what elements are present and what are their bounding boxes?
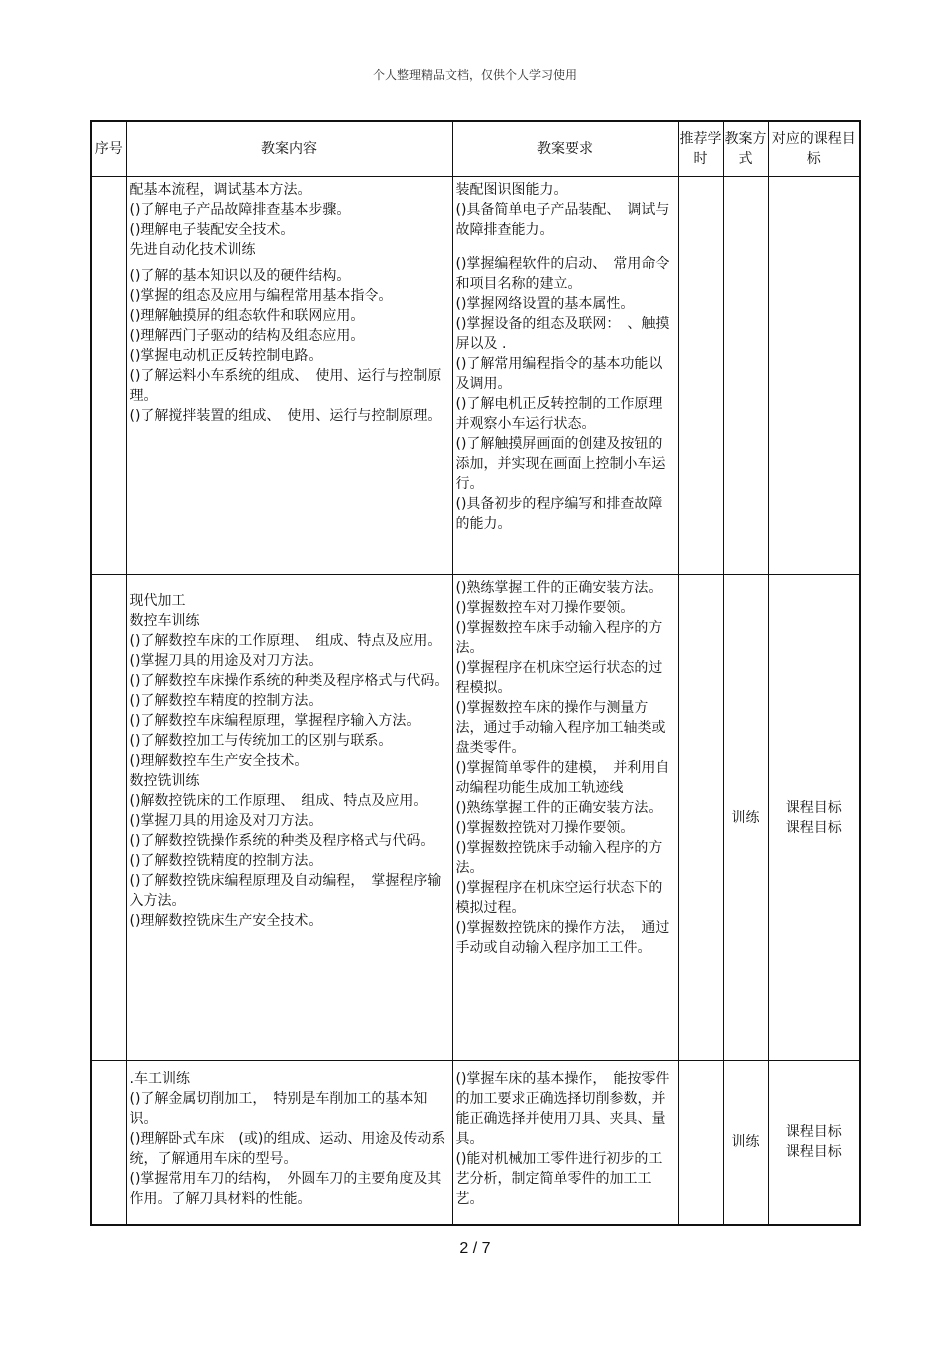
- header-seq: 序号: [91, 121, 126, 177]
- content-line: ()了解金属切削加工， 特别是车削加工的基本知识。: [129, 1091, 428, 1127]
- requirement-line: ()掌握程序在机床空运行状态的过程模拟。: [455, 660, 663, 696]
- content-line: ()了解搅拌装置的组成、 使用、运行与控制原理。: [129, 408, 442, 424]
- requirement-line: 装配图识图能力。: [455, 182, 568, 198]
- table-header-row: [91, 121, 860, 177]
- content-line: ()了解数控车床操作系统的种类及程序格式与代码。: [129, 673, 449, 689]
- requirement-line: ()掌握设备的组态及联网： 、触摸屏以及 .: [455, 316, 670, 352]
- row-hours-cell: [678, 1061, 723, 1225]
- requirement-line: ()具备初步的程序编写和排查故障的能力。: [455, 496, 663, 532]
- content-line: 现代加工: [129, 593, 186, 609]
- requirement-line: ()熟练掌握工件的正确安装方法。: [455, 800, 663, 816]
- header-method: 教案方式: [723, 121, 768, 177]
- row-content-cell: [126, 575, 452, 1061]
- header-requirement: 教案要求: [452, 121, 678, 177]
- content-line: ()掌握常用车刀的结构， 外圆车刀的主要角度及其作用。了解刀具材料的性能。: [129, 1171, 442, 1207]
- row-method-cell: 训练: [723, 1061, 768, 1225]
- content-line: ()了解数控车精度的控制方法。: [129, 693, 323, 709]
- table-row: [91, 177, 860, 575]
- row-hours-cell: [678, 575, 723, 1061]
- content-line: ()了解电子产品故障排查基本步骤。: [129, 202, 351, 218]
- content-line: ()了解数控铣操作系统的种类及程序格式与代码。: [129, 833, 435, 849]
- header-target: 对应的课程目标: [768, 121, 860, 177]
- row-method-cell: [723, 177, 768, 575]
- row-requirement-cell: [452, 1061, 678, 1225]
- content-line: ()了解数控铣精度的控制方法。: [129, 853, 323, 869]
- content-line: ()理解触摸屏的组态软件和联网应用。: [129, 308, 365, 324]
- row-seq-cell: [91, 1061, 126, 1225]
- requirement-line: ()了解电机正反转控制的工作原理并观察小车运行状态。: [455, 396, 663, 432]
- requirement-line: ()掌握数控车床手动输入程序的方法。: [455, 620, 663, 656]
- content-line: ()掌握刀具的用途及对刀方法。: [129, 813, 323, 829]
- row-method-cell: 训练: [723, 575, 768, 1061]
- requirement-line: ()掌握编程软件的启动、 常用命令和项目名称的建立。: [455, 256, 670, 292]
- content-line: ()了解数控车床编程原理，掌握程序输入方法。: [129, 713, 421, 729]
- row-target-cell: [768, 177, 860, 575]
- requirement-line: ()了解触摸屏画面的创建及按钮的添加，并实现在画面上控制小车运行。: [455, 436, 666, 492]
- row-content-cell: [126, 177, 452, 575]
- content-line: 先进自动化技术训练: [129, 242, 256, 258]
- target-line: 课程目标: [785, 1144, 842, 1161]
- content-line: ()解数控铣床的工作原理、 组成、特点及应用。: [129, 793, 428, 809]
- row-seq-cell: [91, 177, 126, 575]
- content-line: ()理解数控车生产安全技术。: [129, 753, 309, 769]
- row-target-cell: [768, 1061, 860, 1225]
- requirement-line: ()掌握数控车对刀操作要领。: [455, 600, 635, 616]
- requirement-line: ()掌握网络设置的基本属性。: [455, 296, 635, 312]
- header-content: 教案内容: [126, 121, 452, 177]
- row-target-cell: [768, 575, 860, 1061]
- content-line: .车工训练: [129, 1071, 190, 1087]
- row-seq-cell: [91, 575, 126, 1061]
- row-hours-cell: [678, 177, 723, 575]
- content-line: ()掌握电动机正反转控制电路。: [129, 348, 323, 364]
- target-line: 课程目标: [785, 1124, 842, 1141]
- requirement-line: ()掌握程序在机床空运行状态下的模拟过程。: [455, 880, 663, 916]
- content-line: ()了解数控加工与传统加工的区别与联系。: [129, 733, 393, 749]
- target-line: 课程目标: [785, 819, 842, 836]
- requirement-line: ()掌握数控车床的操作与测量方法，通过手动输入程序加工轴类或盘类零件。: [455, 700, 666, 756]
- content-line: ()掌握的组态及应用与编程常用基本指令。: [129, 288, 393, 304]
- content-line: ()理解电子装配安全技术。: [129, 222, 295, 238]
- requirement-line: ()能对机械加工零件进行初步的工艺分析，制定简单零件的加工工艺。: [455, 1151, 663, 1207]
- table-row: [91, 1061, 860, 1225]
- content-line: 数控铣训练: [129, 773, 200, 789]
- target-line: 课程目标: [785, 799, 842, 816]
- requirement-line: ()掌握简单零件的建模， 并利用自动编程功能生成加工轨迹线: [455, 760, 670, 796]
- row-requirement-cell: [452, 575, 678, 1061]
- content-line: ()了解数控铣床编程原理及自动编程， 掌握程序输入方法。: [129, 873, 442, 909]
- content-line: ()掌握刀具的用途及对刀方法。: [129, 653, 323, 669]
- requirement-line: ()掌握数控铣床手动输入程序的方法。: [455, 840, 663, 876]
- header-watermark: 个人整理精品文档，仅供个人学习使用: [372, 68, 577, 82]
- content-line: 配基本流程，调试基本方法。: [129, 182, 312, 198]
- table-row: [91, 575, 860, 1061]
- content-line: ()了解运料小车系统的组成、 使用、运行与控制原理。: [129, 368, 442, 404]
- content-line: ()理解卧式车床 (或)的组成、运动、用途及传动系统，了解通用车床的型号。: [129, 1131, 446, 1167]
- content-line: ()了解的基本知识以及的硬件结构。: [129, 268, 351, 284]
- requirement-line: ()熟练掌握工件的正确安装方法。: [455, 580, 663, 596]
- content-line: ()理解数控铣床生产安全技术。: [129, 913, 323, 929]
- requirement-line: ()掌握数控铣对刀操作要领。: [455, 820, 635, 836]
- header-hours: 推荐学时: [678, 121, 723, 177]
- content-line: 数控车训练: [129, 613, 200, 629]
- syllabus-table: [90, 120, 861, 1226]
- row-content-cell: [126, 1061, 452, 1225]
- row-requirement-cell: [452, 177, 678, 575]
- requirement-line: ()掌握车床的基本操作， 能按零件的加工要求正确选择切削参数，并能正确选择并使用刀具、夹具、量具。: [455, 1071, 670, 1147]
- requirement-line: ()了解常用编程指令的基本功能以及调用。: [455, 356, 663, 392]
- requirement-line: ()具备简单电子产品装配、 调试与故障排查能力。: [455, 202, 670, 238]
- page-number: 2 / 7: [459, 1240, 491, 1257]
- requirement-line: ()掌握数控铣床的操作方法， 通过手动或自动输入程序加工工件。: [455, 920, 670, 956]
- content-line: ()了解数控车床的工作原理、 组成、特点及应用。: [129, 633, 442, 649]
- content-line: ()理解西门子驱动的结构及组态应用。: [129, 328, 365, 344]
